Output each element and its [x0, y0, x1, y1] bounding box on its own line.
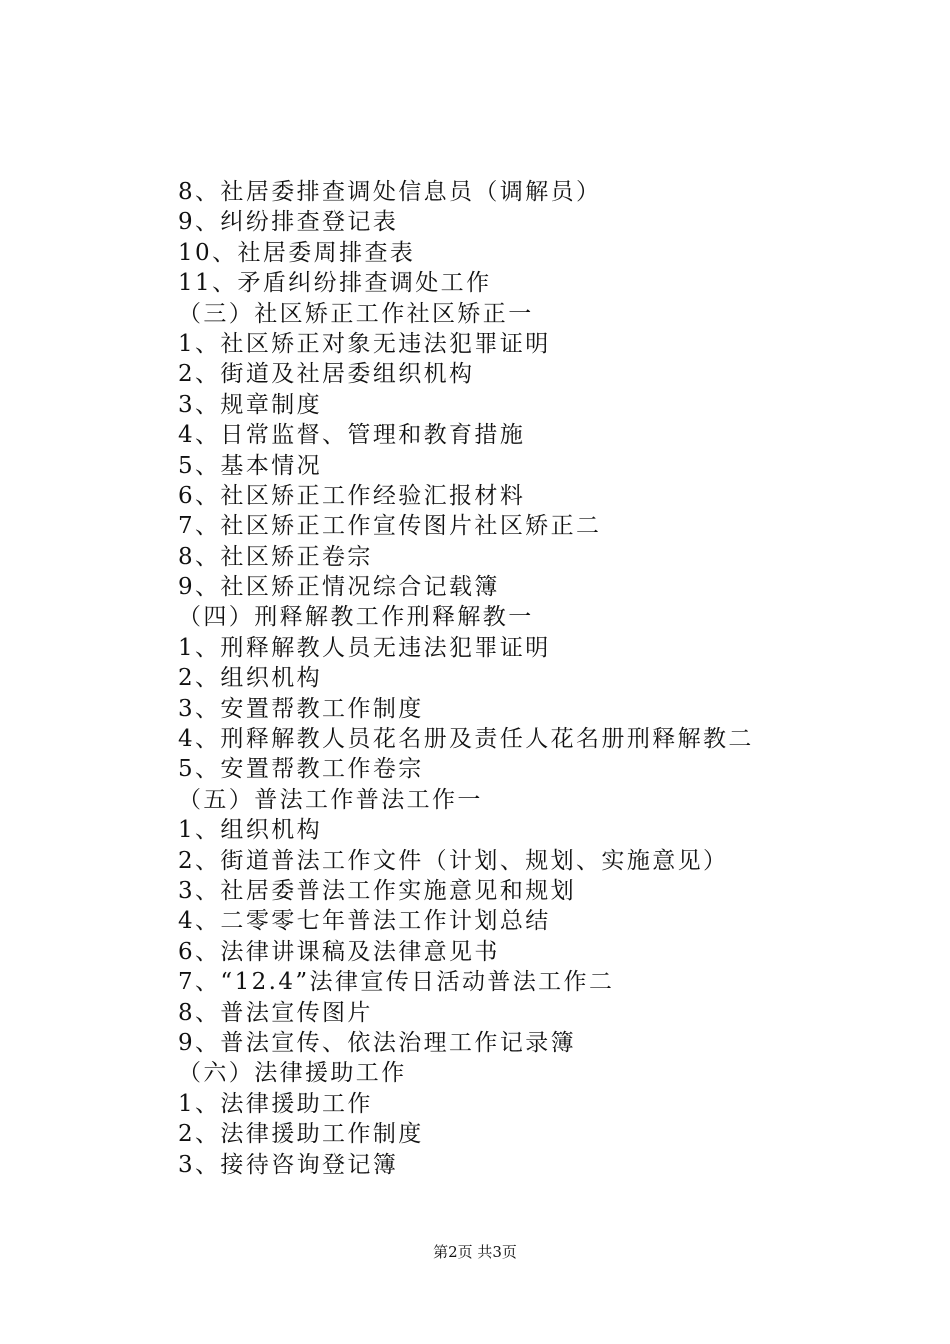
text-line: 5、安置帮教工作卷宗	[178, 756, 424, 783]
page-number-footer: 第2页 共3页	[433, 1243, 517, 1261]
text-line: 3、规章制度	[178, 391, 323, 418]
section-heading: （六）法律援助工作	[178, 1060, 407, 1087]
text-line: 2、组织机构	[178, 665, 323, 692]
text-line: 1、刑释解教人员无违法犯罪证明	[178, 634, 551, 661]
section-heading: （四）刑释解教工作刑释解教一	[178, 604, 534, 631]
text-line: 10、社居委周排查表	[178, 239, 416, 266]
section-heading: （三）社区矫正工作社区矫正一	[178, 300, 534, 327]
text-line: 8、普法宣传图片	[178, 999, 373, 1026]
text-line: 5、基本情况	[178, 452, 323, 479]
text-line: 1、法律援助工作	[178, 1090, 373, 1117]
text-line: 8、社居委排查调处信息员（调解员）	[178, 179, 602, 205]
text-line: 3、安置帮教工作制度	[178, 695, 424, 722]
text-line: 8、社区矫正卷宗	[178, 543, 373, 570]
document-body	[178, 177, 918, 1180]
text-line: 1、组织机构	[178, 817, 323, 844]
text-line: 4、二零零七年普法工作计划总结	[178, 908, 551, 935]
text-line: 4、刑释解教人员花名册及责任人花名册刑释解教二	[178, 726, 754, 753]
text-line: 2、街道及社居委组织机构	[178, 361, 475, 388]
text-line: 11、矛盾纠纷排查调处工作	[178, 270, 492, 297]
text-line: 2、街道普法工作文件（计划、规划、实施意见）	[178, 847, 729, 874]
text-line: 7、“12.4”法律宣传日活动普法工作二	[178, 969, 615, 996]
text-line: 3、接待咨询登记簿	[178, 1151, 399, 1178]
text-line: 4、日常监督、管理和教育措施	[178, 422, 526, 449]
section-heading: （五）普法工作普法工作一	[178, 786, 483, 813]
text-line: 3、社居委普法工作实施意见和规划	[178, 877, 577, 904]
text-line: 1、社区矫正对象无违法犯罪证明	[178, 330, 551, 357]
text-line: 6、法律讲课稿及法律意见书	[178, 938, 500, 965]
text-line: 2、法律援助工作制度	[178, 1121, 424, 1148]
text-line: 9、纠纷排查登记表	[178, 209, 399, 236]
text-line: 7、社区矫正工作宣传图片社区矫正二	[178, 513, 602, 540]
text-line: 9、社区矫正情况综合记载簿	[178, 574, 500, 601]
text-line: 9、普法宣传、依法治理工作记录簿	[178, 1029, 577, 1056]
text-line: 6、社区矫正工作经验汇报材料	[178, 482, 526, 509]
